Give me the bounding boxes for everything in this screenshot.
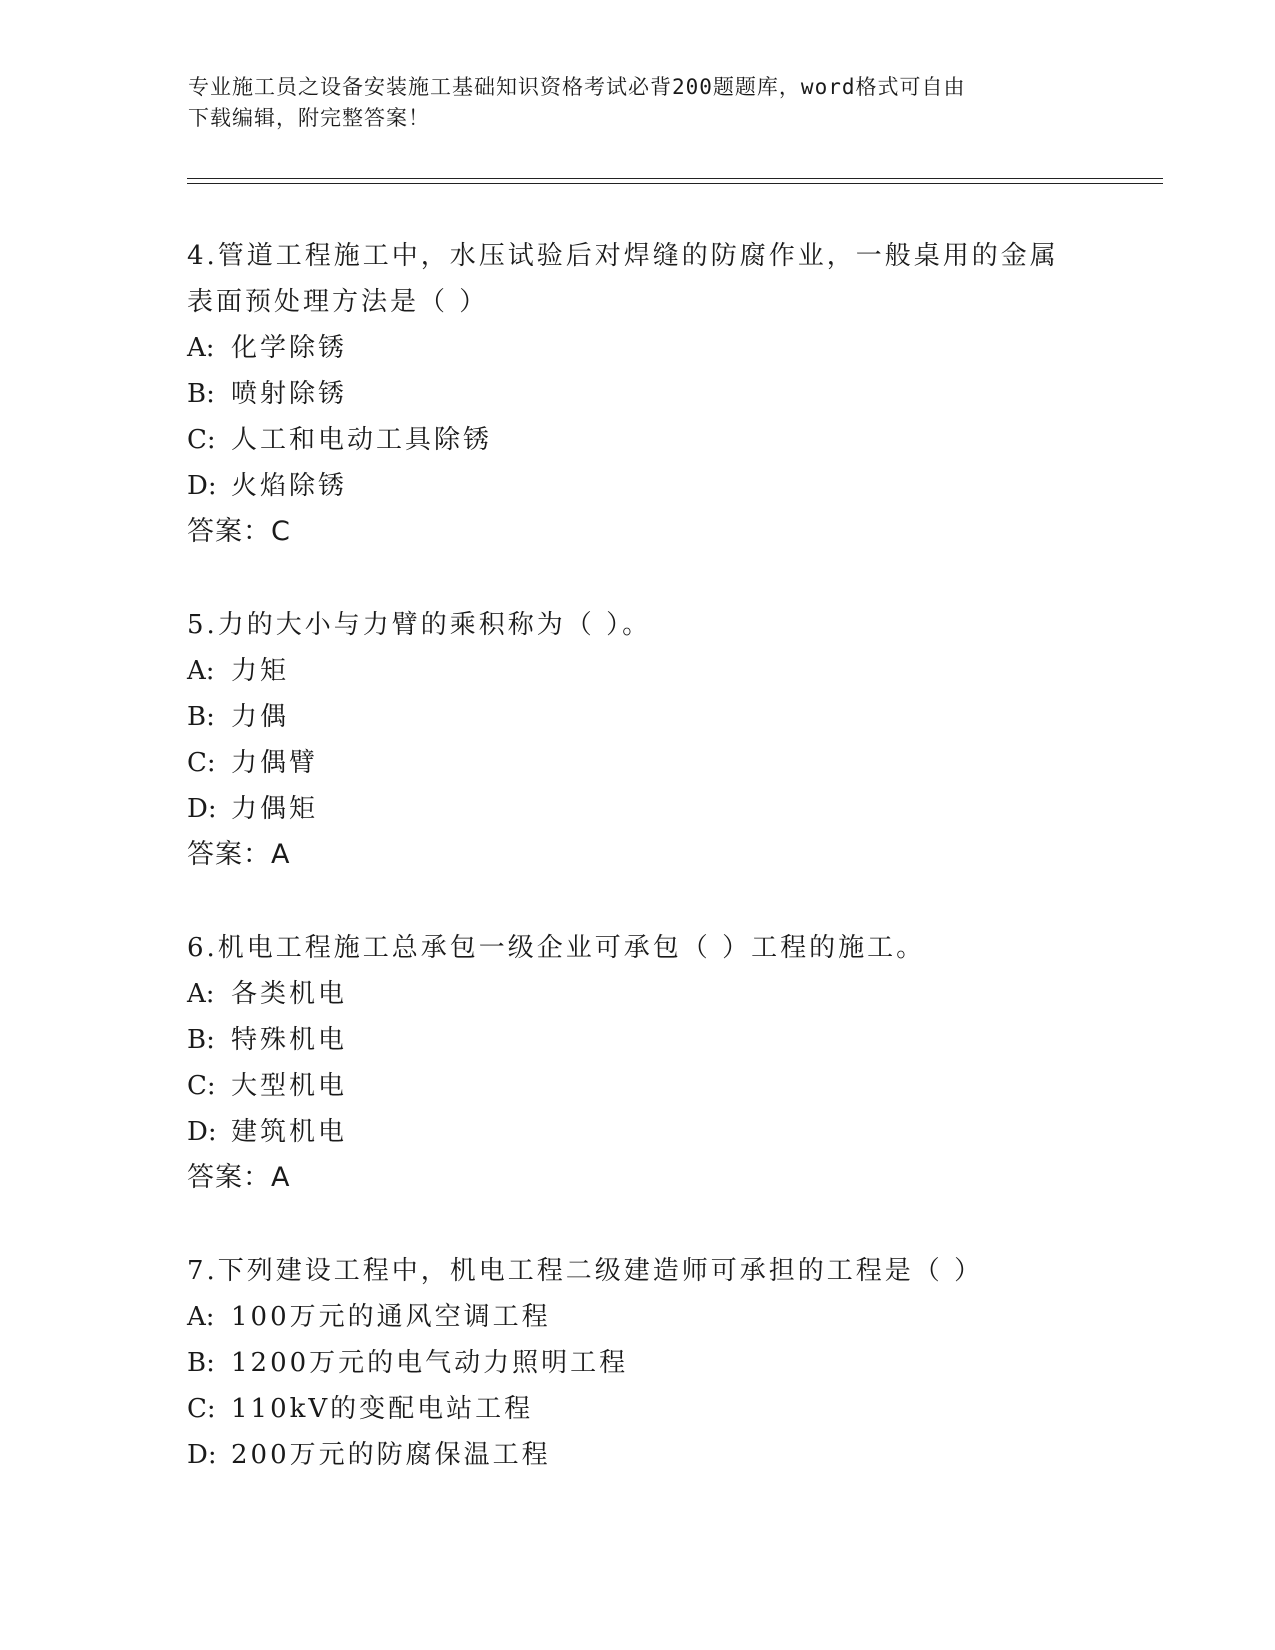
- option-b: [187, 1017, 1087, 1063]
- option-letter: A:: [187, 656, 215, 686]
- option-letter: A:: [187, 333, 215, 363]
- option-letter: A:: [187, 979, 215, 1009]
- option-text: 火焰除锈: [231, 471, 348, 501]
- option-a: [187, 1294, 1087, 1340]
- option-letter: B:: [187, 702, 215, 732]
- option-text: 110kV的变配电站工程: [231, 1394, 534, 1424]
- option-b: [187, 694, 1087, 740]
- option-letter: C:: [187, 1394, 216, 1424]
- option-letter: D:: [187, 1117, 217, 1147]
- answer-line: 答案：A: [187, 1162, 291, 1193]
- option-a: [187, 971, 1087, 1017]
- option-d: [187, 1432, 1087, 1478]
- option-letter: A:: [187, 1302, 215, 1332]
- option-text: 力偶矩: [231, 794, 319, 824]
- option-text: 喷射除锈: [231, 379, 348, 409]
- question-item: [187, 1248, 1087, 1478]
- option-letter: C:: [187, 425, 216, 455]
- question-item: [187, 925, 1087, 1201]
- option-text: 特殊机电: [231, 1025, 348, 1055]
- question-item: [187, 602, 1087, 878]
- option-letter: B:: [187, 1025, 215, 1055]
- option-b: [187, 371, 1087, 417]
- option-text: 大型机电: [231, 1071, 348, 1101]
- option-text: 各类机电: [231, 979, 348, 1009]
- question-stem-line: 表面预处理方法是（ ）: [187, 287, 489, 317]
- option-letter: D:: [187, 1440, 217, 1470]
- answer-line: 答案：C: [187, 516, 291, 547]
- header-line-1: 专业施工员之设备安装施工基础知识资格考试必背200题题库，word格式可自由: [188, 75, 966, 99]
- option-a: [187, 325, 1087, 371]
- option-d: [187, 1109, 1087, 1155]
- option-letter: D:: [187, 471, 217, 501]
- option-d: [187, 786, 1087, 832]
- option-letter: D:: [187, 794, 217, 824]
- option-a: [187, 648, 1087, 694]
- question-stem-line: 4.管道工程施工中，水压试验后对焊缝的防腐作业，一般桌用的金属: [187, 241, 1059, 271]
- answer-line: 答案：A: [187, 839, 291, 870]
- option-text: 200万元的防腐保温工程: [231, 1440, 551, 1470]
- option-d: [187, 463, 1087, 509]
- option-letter: B:: [187, 1348, 215, 1378]
- option-letter: C:: [187, 1071, 216, 1101]
- option-text: 力矩: [231, 656, 290, 686]
- question-stem-line: 6.机电工程施工总承包一级企业可承包（ ）工程的施工。: [187, 933, 926, 963]
- question-stem-line: 7.下列建设工程中，机电工程二级建造师可承担的工程是（ ）: [187, 1256, 984, 1286]
- option-text: 1200万元的电气动力照明工程: [231, 1348, 629, 1378]
- option-text: 力偶臂: [231, 748, 319, 778]
- option-text: 力偶: [231, 702, 290, 732]
- option-letter: C:: [187, 748, 216, 778]
- header-divider: [187, 178, 1163, 184]
- question-stem-line: 5.力的大小与力臂的乘积称为（ ）。: [187, 610, 652, 640]
- option-text: 化学除锈: [231, 333, 348, 363]
- option-b: [187, 1340, 1087, 1386]
- document-header: [188, 72, 1088, 134]
- option-letter: B:: [187, 379, 215, 409]
- option-text: 100万元的通风空调工程: [231, 1302, 551, 1332]
- header-line-2: 下载编辑，附完整答案！: [188, 106, 430, 130]
- question-item: [187, 233, 1087, 555]
- option-c: [187, 740, 1087, 786]
- option-c: [187, 1063, 1087, 1109]
- question-list: [187, 233, 1087, 1525]
- option-c: [187, 417, 1087, 463]
- option-c: [187, 1386, 1087, 1432]
- option-text: 人工和电动工具除锈: [231, 425, 493, 455]
- option-text: 建筑机电: [231, 1117, 348, 1147]
